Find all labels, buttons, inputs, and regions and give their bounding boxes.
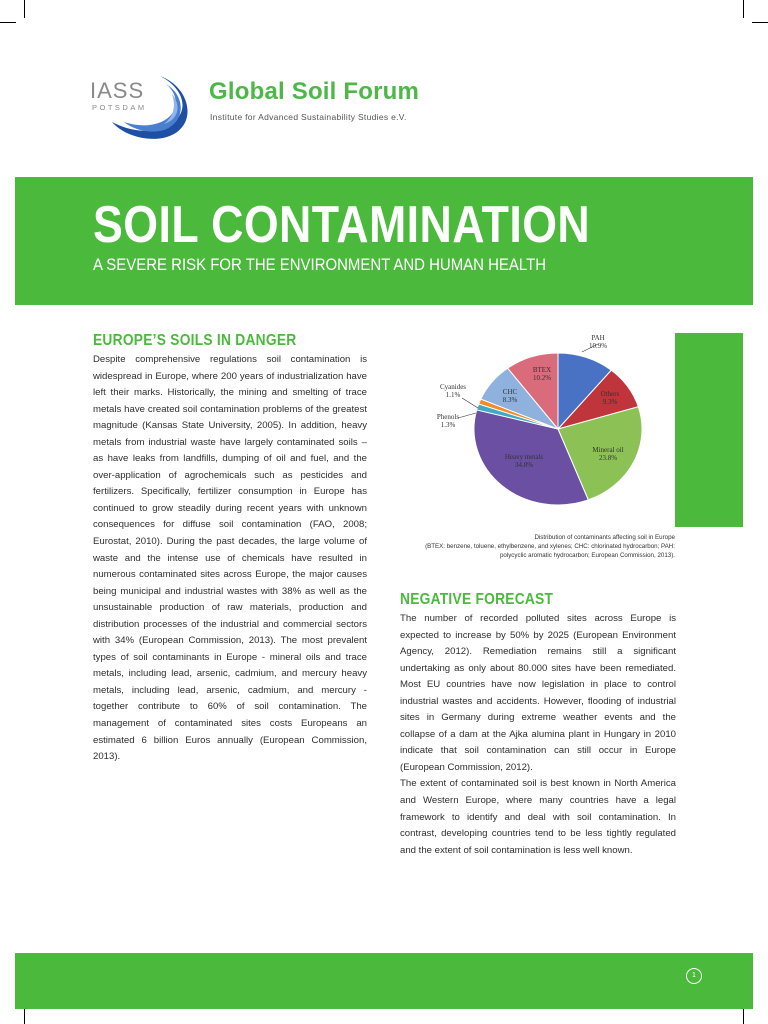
title-banner [15,177,753,305]
pie-value-others: 9.3% [602,398,618,406]
pie-label-mineral-oil: Mineral oil [592,446,624,454]
iass-logo [90,68,210,148]
caption-line: (BTEX: benzene, toluene, ethylbenzene, and xylenes; CHC: chlorinated hydrocarbon; PAH: [425,543,675,550]
crop-mark [752,22,768,23]
pie-label-cyanides: Cyanides [439,383,467,391]
paragraph: The extent of contaminated soil is best known in North America and Western Europe, where many countries have a legal framework to identify and deal with soil contamination. In contrast, developing countries tend to be less tightly regulated and the extent of soil contamination is less well known. [400,778,676,856]
page-subtitle: A SEVERE RISK FOR THE ENVIRONMENT AND HUMAN HEALTH [93,255,547,274]
section-heading-forecast: NEGATIVE FORECAST [400,591,554,608]
pie-chart-svg [420,328,670,528]
page-number: 1 [686,968,702,984]
leader-line [462,398,478,408]
pie-label-phenols: Phenols [436,413,460,421]
paragraph: Despite comprehensive regulations soil contamination is widespread in Europe, where 200 years of industrialization have left their marks. Historically, the mining and smelting of trace metals have created soil contamination problems of the greatest magnitude (Kansas State University, 2005). In addition, heavy metals from industrial waste have largely contaminated soils – as have leaks from landfills, dumping of oil and fuel, and the over-application of agrochemicals such as pesticides and fertilizers. Specifically, fertilizer consumption in Europe has continued to grow steadily during recent years with unknown consequences for diffuse soil contamination (FAO, 2008; Eurostat, 2010). During the past decades, the large volume of waste and the intense use of chemicals have resulted in numerous contaminated sites across Europe, the major causes being municipal and industrial wastes with 38% as well as the unsustainable production of raw materials, production and distribution processes of the industrial and commercial sectors with 34% (European Commission, 2013). The most prevalent types of soil contaminants in Europe - mineral oils and trace metals, including lead, arsenic, cadmium, and mercury heavy metals, including lead, arsenic, cadmium, and mercury - together contribute to 60% of soil contamination. The management of contaminated sites costs Europeans an estimated 6 billion Euros annually (European Commission, 2013). [93,354,367,763]
pie-value-chc: 8.3% [502,396,518,404]
logo-main-text: IASS [90,78,145,103]
section-body-forecast [400,611,676,859]
footer-bar [15,953,753,1009]
crop-mark [0,22,16,23]
section-heading-soils: EUROPE’S SOILS IN DANGER [93,332,297,349]
pie-value-mineral-oil: 23.8% [598,454,618,462]
contaminants-pie-chart [420,328,670,528]
chart-caption [385,533,675,560]
crop-mark [743,0,744,18]
logo-sub-text: POTSDAM [92,103,147,112]
forum-subtitle: Institute for Advanced Sustainability Studies e.V. [210,112,407,122]
paragraph: The number of recorded polluted sites across Europe is expected to increase by 50% by 2025 (European Environment Agency, 2012). Remediation remains still a significant undertaking as only about 80.000 sites have been remediated. Most EU countries have now legislation in place to control industrial wastes and accidents. However, flooding of industrial sites in Germany during extreme weather events and the collapse of a dam at the Ajka alumina plant in Hungary in 2010 indicate that soil contamination can still occur in Europe (European Commission, 2012). [400,613,676,773]
pie-label-heavy-metals: Heavy metals [504,453,544,461]
pie-value-cyanides: 1.1% [445,391,461,399]
caption-line: Distribution of contaminants affecting soil in Europe [534,534,675,541]
page-title: SOIL CONTAMINATION [93,196,591,254]
leader-line [458,413,476,418]
pie-label-pah: PAH [591,334,605,342]
crop-mark [24,0,25,18]
pie-value-heavy-metals: 34.8% [514,461,534,469]
section-body-soils [93,352,367,766]
pie-label-btex: BTEX [532,366,552,374]
side-accent-block [675,333,743,527]
pie-value-pah: 10.9% [588,342,608,350]
pie-value-btex: 10.2% [532,374,552,382]
forum-title: Global Soil Forum [209,78,420,105]
pie-value-phenols: 1.3% [440,421,456,429]
caption-line: polycyclic aromatic hydrocarbon; European Commission, 2013). [499,552,675,559]
pie-label-chc: CHC [502,388,518,396]
pie-label-others: Others [600,390,620,398]
